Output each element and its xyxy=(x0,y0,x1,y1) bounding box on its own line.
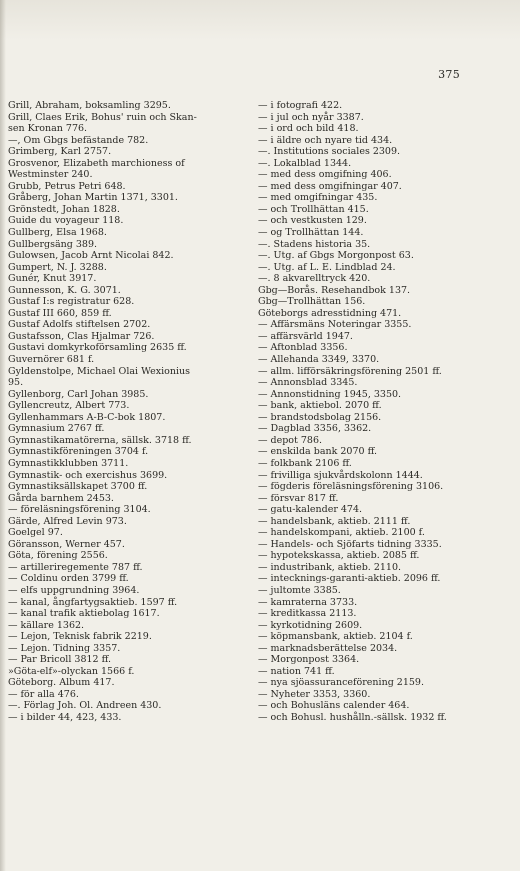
index-entry: — försvar 817 ff. xyxy=(258,492,339,504)
index-entry: — nation 741 ff. xyxy=(258,665,335,677)
index-entry: — i fotografi 422. xyxy=(258,100,343,111)
index-entry: — hypotekskassa, aktieb. 2085 ff. xyxy=(258,550,420,562)
page-top-shade xyxy=(0,0,520,40)
index-entry: — depot 786. xyxy=(258,434,323,446)
index-entry: Gunér, Knut 3917. xyxy=(8,273,97,285)
index-entry: — i ord och bild 418. xyxy=(258,123,359,135)
index-entry: — og Trollhättan 144. xyxy=(258,227,364,239)
index-entry: Gbg—Trollhättan 156. xyxy=(258,296,366,308)
index-entry: — kanal, ångfartygsaktieb. 1597 ff. xyxy=(8,596,178,608)
index-entry: — industribank, aktieb. 2110. xyxy=(258,561,402,573)
index-entry: — och Bohusl. hushålln.-sällsk. 1932 ff. xyxy=(258,711,447,723)
index-entry: — intecknings-garanti-aktieb. 2096 ff. xyxy=(258,573,441,585)
index-entry: — Aftonblad 3356. xyxy=(258,342,348,354)
index-entry: — Annonsblad 3345. xyxy=(258,377,358,389)
index-entry: Gustaf III 660, 859 ff. xyxy=(8,307,112,319)
index-entry: — bank, aktiebol. 2070 ff. xyxy=(258,400,382,412)
index-entry: Gymnasium 2767 ff. xyxy=(8,423,105,435)
index-entry: Gullberg, Elsa 1968. xyxy=(8,227,107,239)
index-entry: — jultomte 3385. xyxy=(258,584,341,596)
index-entry: — Coldinu orden 3799 ff. xyxy=(8,573,129,585)
index-entry: Westminster 240. xyxy=(8,169,93,181)
index-entry: Göteborg. Album 417. xyxy=(8,677,115,689)
index-entry: — och Trollhättan 415. xyxy=(258,203,369,215)
index-entry: — för alla 476. xyxy=(8,688,79,700)
index-entry: —. Utg. af Gbgs Morgonpost 63. xyxy=(258,250,414,262)
index-entry: Grubb, Petrus Petri 648. xyxy=(8,180,126,192)
index-entry: Gyldenstolpe, Michael Olai Wexionius xyxy=(8,365,190,377)
index-entry: — enskilda bank 2070 ff. xyxy=(258,446,378,458)
index-entry: — marknadsberättelse 2034. xyxy=(258,642,398,654)
index-entry: — med omgifningar 435. xyxy=(258,192,378,204)
index-entry: —. Institutions sociales 2309. xyxy=(258,146,401,158)
index-entry: Guvernörer 681 f. xyxy=(8,354,95,366)
index-entry: — Affärsmäns Noteringar 3355. xyxy=(258,319,412,331)
index-entry: Gyllenborg, Carl Johan 3985. xyxy=(8,388,149,400)
index-entry: — kamraterna 3733. xyxy=(258,596,358,608)
index-entry: — gatu-kalender 474. xyxy=(258,504,363,516)
page-number: 375 xyxy=(438,68,460,81)
index-entry: —. Utg. af L. E. Lindblad 24. xyxy=(258,261,396,273)
index-entry: — i jul och nyår 3387. xyxy=(258,111,364,123)
index-entry: — Allehanda 3349, 3370. xyxy=(258,354,380,366)
index-entry: Gustaf Adolfs stiftelsen 2702. xyxy=(8,319,151,331)
index-entry: — artilleriregemente 787 ff. xyxy=(8,561,143,573)
index-entry: — fögderis föreläsningsförening 3106. xyxy=(258,481,444,493)
index-entry: — elfs uppgrundning 3964. xyxy=(8,584,140,596)
index-entry: — Morgonpost 3364. xyxy=(258,654,360,666)
index-entry: — föreläsningsförening 3104. xyxy=(8,504,151,516)
index-entry: — med dess omgifning 406. xyxy=(258,169,392,181)
index-entry: Gärde, Alfred Levin 973. xyxy=(8,515,127,527)
index-entry: sen Kronan 776. xyxy=(8,123,88,135)
index-entry: — kyrkotidning 2609. xyxy=(258,619,363,631)
index-entry: — kanal trafik aktiebolag 1617. xyxy=(8,608,160,620)
index-entry: Grill, Claes Erik, Bohus' ruin och Skan- xyxy=(8,111,197,123)
index-entry: Gunnesson, K. G. 3071. xyxy=(8,284,121,296)
index-entry: — köpmansbank, aktieb. 2104 f. xyxy=(258,631,413,643)
index-entry: — affärsvärld 1947. xyxy=(258,330,353,342)
index-entry: Gulowsen, Jacob Arnt Nicolai 842. xyxy=(8,250,174,262)
index-entry: Gumpert, N. J. 3288. xyxy=(8,261,107,273)
index-entry: — och Bohusläns calender 464. xyxy=(258,700,410,712)
index-entry: —. Förlag Joh. Ol. Andreen 430. xyxy=(8,700,162,712)
binding-edge-shadow xyxy=(0,0,6,871)
index-entry: —, Om Gbgs befästande 782. xyxy=(8,134,149,146)
index-entry: — Handels- och Sjöfarts tidning 3335. xyxy=(258,538,442,550)
index-entry: Gyllencreutz, Albert 773. xyxy=(8,400,130,412)
index-column-left xyxy=(8,100,233,724)
index-entry: Grimberg, Karl 2757. xyxy=(8,146,112,158)
index-entry: —. Stadens historia 35. xyxy=(258,238,371,250)
index-entry: Goelgel 97. xyxy=(8,527,63,539)
index-entry: — brandstodsbolag 2156. xyxy=(258,411,382,423)
index-entry: Göta, förening 2556. xyxy=(8,550,108,562)
index-entry: Gårda barnhem 2453. xyxy=(8,492,114,504)
index-entry: Gbg—Borås. Resehandbok 137. xyxy=(258,284,411,296)
index-entry: Gråberg, Johan Martin 1371, 3301. xyxy=(8,192,178,204)
index-entry: — i äldre och nyare tid 434. xyxy=(258,134,393,146)
index-entry: —. Lokalblad 1344. xyxy=(258,157,352,169)
index-entry: Gustavi domkyrkoförsamling 2635 ff. xyxy=(8,342,187,354)
index-column-right xyxy=(258,100,493,724)
index-entry: Gymnastiksällskapet 3700 ff. xyxy=(8,481,148,493)
index-entry: —. 8 akvarelltryck 420. xyxy=(258,273,371,285)
index-entry: Gyllenhammars A-B-C-bok 1807. xyxy=(8,411,166,423)
index-entry: — Annonstidning 1945, 3350. xyxy=(258,388,402,400)
index-entry: — allm. lifförsäkringsförening 2501 ff. xyxy=(258,365,442,377)
index-entry: — Dagblad 3356, 3362. xyxy=(258,423,372,435)
index-entry: — i bilder 44, 423, 433. xyxy=(8,711,122,723)
index-entry: — frivilliga sjukvårdskolonn 1444. xyxy=(258,469,423,481)
index-entry: — Par Bricoll 3812 ff. xyxy=(8,654,112,666)
index-entry: Gustafsson, Clas Hjalmar 726. xyxy=(8,330,155,342)
index-entry: Gymnastikamatörerna, sällsk. 3718 ff. xyxy=(8,434,192,446)
index-entry: Gymnastikklubben 3711. xyxy=(8,457,129,469)
index-entry: »Göta-elf»-olyckan 1566 f. xyxy=(8,665,135,677)
index-entry: Gymnastik- och exercishus 3699. xyxy=(8,469,168,481)
index-entry: — folkbank 2106 ff. xyxy=(258,457,352,469)
index-entry: — handelsbank, aktieb. 2111 ff. xyxy=(258,515,411,527)
index-entry: Gullbergsäng 389. xyxy=(8,238,98,250)
index-entry: — Lejon. Tidning 3357. xyxy=(8,642,121,654)
index-entry: Grill, Abraham, boksamling 3295. xyxy=(8,100,171,111)
index-entry: — nya sjöassuranceförening 2159. xyxy=(258,677,424,689)
index-entry: Göransson, Werner 457. xyxy=(8,538,125,550)
index-entry: — Nyheter 3353, 3360. xyxy=(258,688,371,700)
index-entry: Grönstedt, Johan 1828. xyxy=(8,203,120,215)
index-entry: Guide du voyageur 118. xyxy=(8,215,124,227)
index-entry: Gymnastikföreningen 3704 f. xyxy=(8,446,149,458)
index-entry: — källare 1362. xyxy=(8,619,85,631)
index-entry: — handelskompani, aktieb. 2100 f. xyxy=(258,527,425,539)
index-entry: — med dess omgifningar 407. xyxy=(258,180,402,192)
index-entry: Gustaf I:s registratur 628. xyxy=(8,296,135,308)
index-entry: 95. xyxy=(8,377,24,389)
index-entry: — Lejon, Teknisk fabrik 2219. xyxy=(8,631,152,643)
index-entry: — kreditkassa 2113. xyxy=(258,608,357,620)
index-entry: — och vestkusten 129. xyxy=(258,215,367,227)
index-entry: Grosvenor, Elizabeth marchioness of xyxy=(8,157,185,169)
index-entry: Göteborgs adresstidning 471. xyxy=(258,307,402,319)
